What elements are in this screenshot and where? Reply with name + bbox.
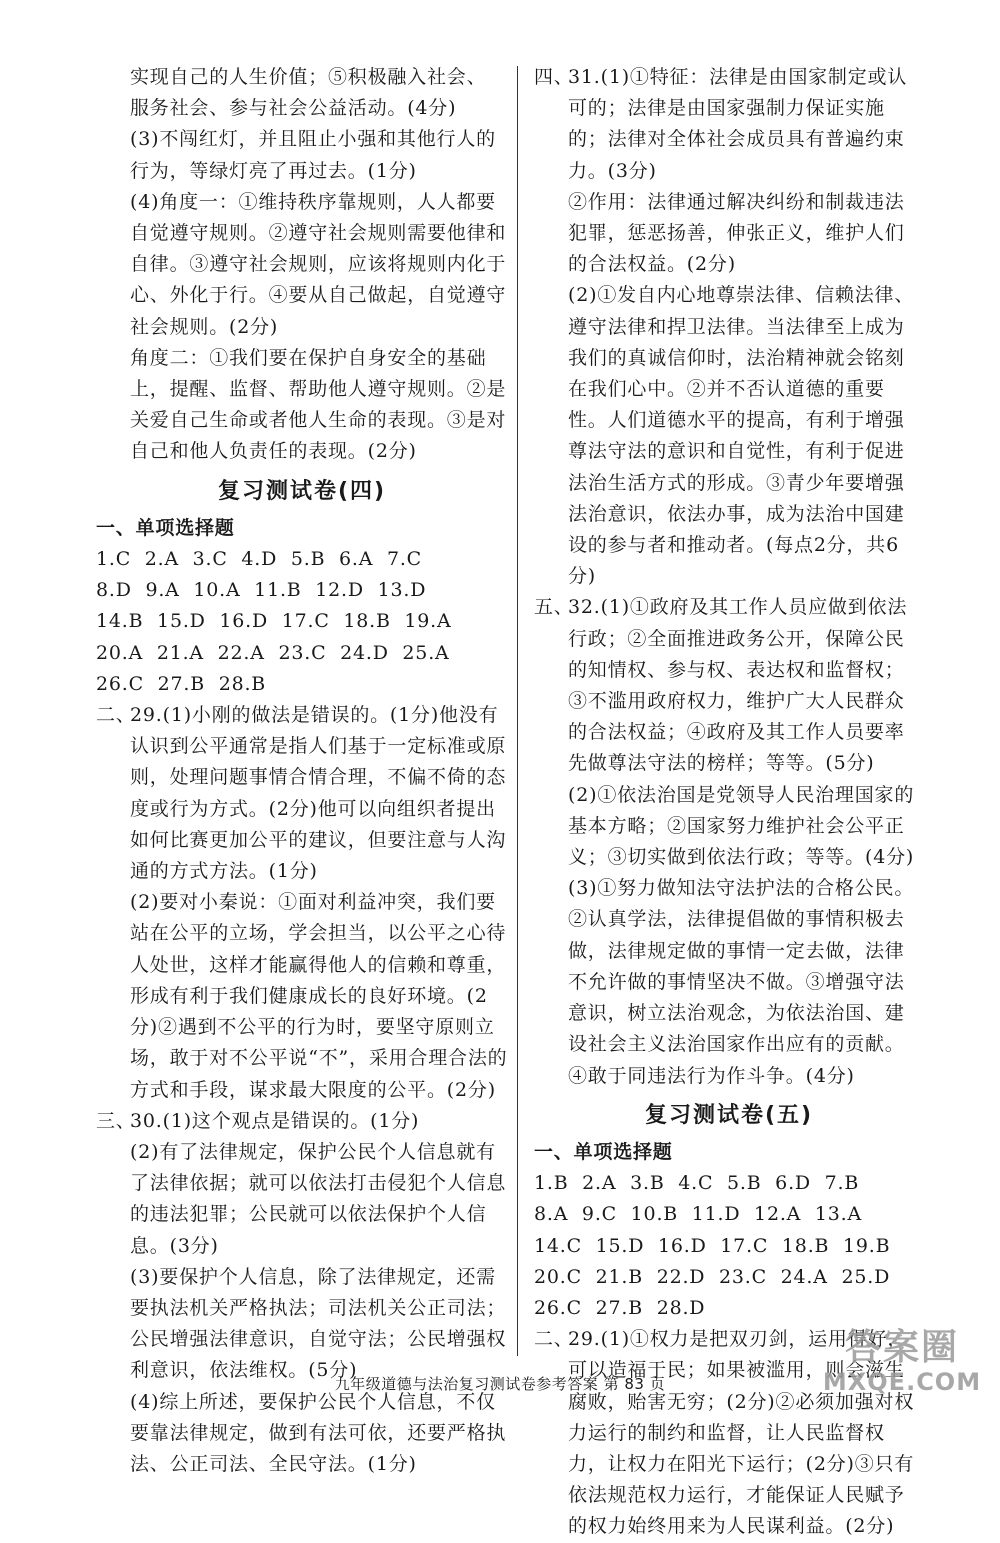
answer-paragraph: (3)①努力做知法守法护法的合格公民。②认真学法，法律提倡做的事情积极去做，法律规定做的事情一定去做，法律不允许做的事情坚决不做。③增强守法意识，树立法治观念，为依法治国、建设社会主义法治国家作出应有的贡献。④敢于同违法行为作斗争。(4分) bbox=[568, 877, 915, 1087]
answer-row: 8.D 9.A 10.A 11.B 12.D 13.D bbox=[96, 579, 427, 602]
answer-row: 14.B 15.D 16.D 17.C 18.B 19.A bbox=[96, 610, 452, 633]
part-number: 五、 bbox=[534, 596, 574, 619]
answer-paragraph: ②作用：法律通过解决纠纷和制裁违法犯罪，惩恶扬善，伸张正义，维护人们的合法权益。(2分) bbox=[568, 190, 905, 276]
answer-row: 26.C 27.B 28.D bbox=[534, 1296, 706, 1319]
answer-row: 14.C 15.D 16.D 17.C 18.B 19.B bbox=[534, 1234, 891, 1257]
left-column bbox=[96, 62, 508, 1480]
answer-paragraph: (3)要保护个人信息，除了法律规定，还需要执法机关严格执法；司法机关公正司法；公民增强法律意识，自觉守法；公民增强权利意识，依法维权。(5分) bbox=[130, 1265, 507, 1382]
section-subtitle: 一、单项选择题 bbox=[96, 516, 235, 539]
answer-paragraph: (4)综上所述，要保护公民个人信息，不仅要靠法律规定，做到有法可依，还要严格执法、公正司法、全民守法。(1分) bbox=[130, 1390, 507, 1475]
section-title-4: 复习测试卷(四) bbox=[217, 478, 387, 504]
answer-row: 20.A 21.A 22.A 23.C 24.D 25.A bbox=[96, 641, 450, 664]
answer-text: 32.(1)①政府及其工作人员应做到依法行政；②全面推进政务公开，保障公民的知情权、参与权、表达权和监督权；③不滥用政府权力，维护广大人民群众的合法权益；④政府及其工作人员要率先做尊法守法的榜样；等等。(5分) bbox=[568, 596, 908, 775]
answer-text: 31.(1)①特征：法律是由国家制定或认可的；法律是由国家强制力保证实施的；法律对全体社会成员具有普遍约束力。(3分) bbox=[568, 66, 908, 182]
text-line: 实现自己的人生价值；⑤积极融入社会、 bbox=[130, 66, 487, 88]
right-column bbox=[534, 62, 924, 1543]
answer-row: 1.B 2.A 3.B 4.C 5.B 6.D 7.B bbox=[534, 1172, 860, 1195]
answer-paragraph: (4)角度一：①维持秩序靠规则，人人都要自觉遵守规则。②遵守社会规则需要他律和自律。③遵守社会规则，应该将规则内化于心、外化于行。④要从自己做起，自觉遵守社会规则。(2分) bbox=[130, 190, 507, 338]
question-32 bbox=[534, 592, 924, 779]
answer-text: 29.(1)①权力是把双刃剑，运用得好，可以造福于民；如果被滥用，则会滋生腐败，贻害无穷；(2分)②必须加强对权力运行的制约和监督，让人民监督权力，让权力在阳光下运行；(2分)③只有依法规范权力运行，才能保证人民赋予的权力始终用来为人民谋利益。(2分) bbox=[568, 1328, 915, 1538]
question-30 bbox=[96, 1106, 508, 1137]
answer-text: 29.(1)小刚的做法是错误的。(1分)他没有认识到公平通常是指人们基于一定标准或原则，处理问题事情合情合理，不偏不倚的态度或行为方式。(2分)他可以向组织者提出如何比赛更加公平的建议，但要注意与人沟通的方式方法。(1分) bbox=[130, 704, 507, 883]
answer-paragraph: (2)要对小秦说：①面对利益冲突，我们要站在公平的立场，学会担当，以公平之心待人处世，这样才能赢得他人的信赖和尊重，形成有利于我们健康成长的良好环境。(2分)②遇到不公平的行为时，要坚守原则立场，敢于对不公平说“不”，采用合理合法的方式和手段，谋求最大限度的公平。(2分) bbox=[130, 891, 508, 1101]
answer-row: 26.C 27.B 28.B bbox=[96, 672, 267, 695]
answer-row: 8.A 9.C 10.B 11.D 12.A 13.A bbox=[534, 1203, 863, 1226]
part-number: 二、 bbox=[96, 704, 136, 727]
part-number: 二、 bbox=[534, 1328, 574, 1351]
answer-row: 1.C 2.A 3.C 4.D 5.B 6.A 7.C bbox=[96, 548, 423, 571]
section-title-5: 复习测试卷(五) bbox=[644, 1102, 814, 1128]
part-number: 三、 bbox=[96, 1109, 136, 1132]
answer-paragraph: (2)①依法治国是党领导人民治理国家的基本方略；②国家努力维护社会公平正义；③切实做到依法行政；等等。(4分) bbox=[568, 783, 915, 869]
page-footer: 九年级道德与法治复习测试卷参考答案 第 83 页 bbox=[334, 1375, 666, 1393]
section-subtitle: 一、单项选择题 bbox=[534, 1140, 673, 1163]
watermark-logo bbox=[822, 1328, 982, 1406]
answer-paragraph: 角度二：①我们要在保护自身安全的基础上，提醒、监督、帮助他人遵守规则。②是关爱自己生命或者他人生命的表现。③是对自己和他人负责任的表现。(2分) bbox=[130, 346, 507, 463]
answer-text: 30.(1)这个观点是错误的。(1分) bbox=[130, 1109, 420, 1132]
answer-paragraph: (2)①发自内心地尊崇法律、信赖法律、遵守法律和捍卫法律。当法律至上成为我们的真诚信仰时，法治精神就会铭刻在我们心中。②并不否认道德的重要性。人们道德水平的提高，有利于增强尊法守法的意识和自觉性，有利于促进法治生活方式的形成。③青少年要增强法治意识，依法办事，成为法治中国建设的参与者和推动者。(每点2分，共6分) bbox=[568, 284, 915, 588]
answer-paragraph: (2)有了法律规定，保护公民个人信息就有了法律依据；就可以依法打击侵犯个人信息的违法犯罪；公民就可以依法保护个人信息。(3分) bbox=[130, 1140, 507, 1257]
column-divider bbox=[517, 66, 518, 1356]
question-29 bbox=[96, 700, 508, 887]
question-31 bbox=[534, 62, 924, 187]
part-number: 四、 bbox=[534, 66, 574, 88]
watermark-text: 答案圈 bbox=[844, 1327, 959, 1368]
watermark-domain: MXQE.COM bbox=[822, 1368, 982, 1396]
text-line: 服务社会、参与社会公益活动。(4分) bbox=[130, 97, 457, 120]
answer-row: 20.C 21.B 22.D 23.C 24.A 25.D bbox=[534, 1265, 891, 1288]
answer-paragraph: (3)不闯红灯，并且阻止小强和其他行人的行为，等绿灯亮了再过去。(1分) bbox=[130, 128, 496, 182]
